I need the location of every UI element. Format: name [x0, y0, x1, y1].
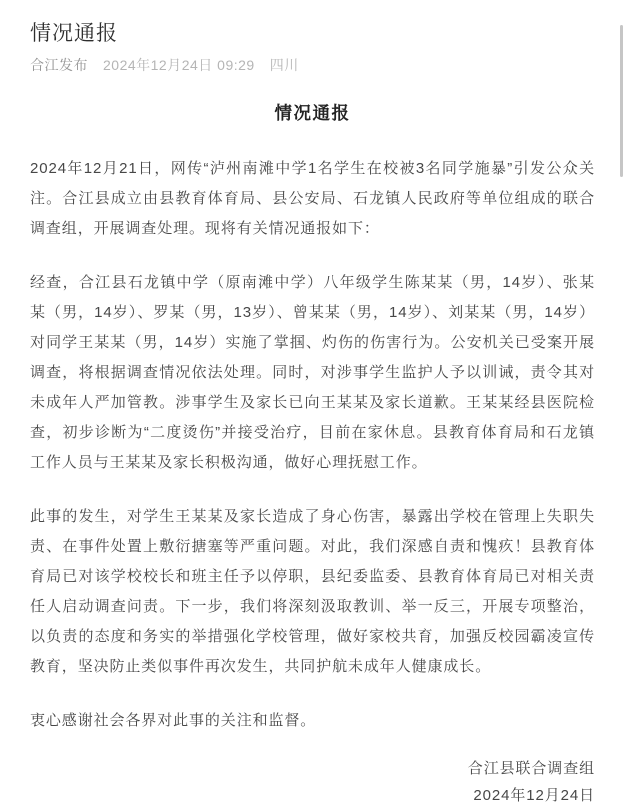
signature-org: 合江县联合调查组 [467, 760, 595, 777]
page-title: 情况通报 [30, 22, 118, 45]
publish-location: 四川 [269, 57, 299, 73]
article-paragraph-1: 2024年12月21日，网传“泸州南滩中学1名学生在校被3名同学施暴”引发公众关注。合江县成立由县教育体育局、县公安局、石龙镇人民政府等单位组成的联合调查组，开展调查处理。现将有关情况通报如下： [30, 160, 595, 237]
article-meta [30, 56, 595, 74]
article-heading: 情况通报 [274, 103, 351, 123]
article-paragraph-3: 此事的发生，对学生王某某及家长造成了身心伤害，暴露出学校在管理上失职失责、在事件处置上敷衍搪塞等严重问题。对此，我们深感自责和愧疚！县教育体育局已对该学校校长和班主任予以停职，县纪委监委、县教育体育局已对相关责任人启动调查问责。下一步，我们将深刻汲取教训、举一反三，开展专项整治，以负责的态度和务实的举措强化学校管理，做好家校共育，加强反校园霸凌宣传教育，坚决防止类似事件再次发生，共同护航未成年人健康成长。 [30, 508, 595, 675]
article-header [30, 20, 595, 74]
scrollbar-thumb[interactable] [620, 25, 623, 177]
signature-date: 2024年12月24日 [473, 787, 595, 804]
article-paragraph-2: 经查，合江县石龙镇中学（原南滩中学）八年级学生陈某某（男，14岁）、张某某（男，14岁）、罗某（男，13岁）、曾某某（男，14岁）、刘某某（男，14岁）对同学王某某（男，14岁）实施了掌掴、灼伤的伤害行为。公安机关已受案开展调查，将根据调查情况依法处理。同时，对涉事学生监护人予以训诫，责令其对未成年人严加管教。涉事学生及家长已向王某某及家长道歉。王某某经县医院检查，初步诊断为“二度烫伤”并接受治疗，目前在家休息。县教育体育局和石龙镇工作人员与王某某及家长积极沟通，做好心理抚慰工作。 [30, 274, 595, 471]
article-paragraph-4: 衷心感谢社会各界对此事的关注和监督。 [30, 712, 317, 729]
article-body [30, 101, 595, 809]
publish-datetime: 2024年12月24日 09:29 [103, 57, 255, 73]
publisher-name[interactable]: 合江发布 [30, 57, 88, 73]
